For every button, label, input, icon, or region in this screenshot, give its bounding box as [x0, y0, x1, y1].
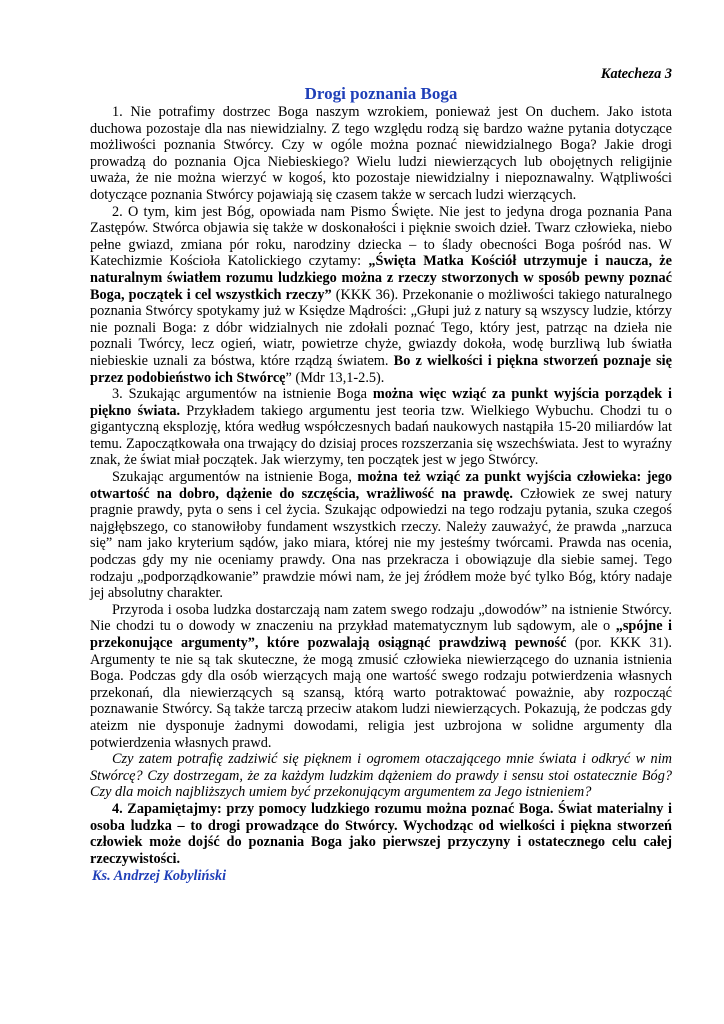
paragraph-2-text-a: 2. O tym, kim jest Bóg, opowiada nam Pismo Święte. Nie jest to jedyna droga poznania Pana Zastępów. Stwórca objawia się także w doskonałości i pięknie swoich dzieł. Twarz człowieka, niebo pełne gwiazd, zmiana pór roku, narodziny dziecka – to ślady obecności Boga pośród nas. W Katechizmie Kościoła Katolickiego czytamy:	[90, 203, 672, 270]
paragraph-3-text-a: 3. Szukając argumentów na istnienie Boga	[112, 386, 373, 403]
paragraph-2-text-e: ” (Mdr 13,1-2.5).	[285, 369, 385, 386]
paragraph-4-text-c: Człowiek ze swej natury pragnie prawdy, pyta o sens i cel życia. Szukając odpowiedzi na tego rodzaju pytania, szuka czegoś najgłębszego, co stanowiłoby fundament wszystkich rzeczy. Należy zauważyć, że prawda „narzuca się” nam jako kryterium sądów, jako miara, której nie my jesteśmy twórcami. Prawda nas ocenia, podczas gdy my nie oceniamy prawdy. Ona nas przekracza i obowiązuje dla siebie samej. Tego rodzaju „podporządkowanie” prawdzie mówi nam, że jej źródłem może być tylko Bóg, który nadaje jej absolutny charakter.	[90, 485, 673, 602]
page-title: Drogi poznania Boga	[304, 84, 458, 103]
wisdom-quote-bold: Bo z wielkości i piękna stworzeń poznaje się przez podobieństwo ich Stwórcę	[90, 352, 672, 386]
paragraph-5	[90, 602, 672, 751]
paragraph-4-text-a: Szukając argumentów na istnienie Boga,	[112, 469, 358, 486]
paragraph-4	[90, 469, 672, 602]
paragraph-2-text-c: (KKK 36). Przekonanie o możliwości takiego naturalnego poznania Stwórcy spotykamy już w Księdze Mądrości: „Głupi już z natury są wszyscy ludzie, którzy nie poznali Boga: z dóbr widzialnych nie zdołali poznać Tego, który jest, patrząc na dzieła nie poznali Twórcy, lecz ogień, wiatr, powietrze chyże, gwiazdy dokoła, wodę burzliwą lub światła niebieskie uznali za bóstwa, które rządzą światem.	[90, 286, 672, 369]
paragraph-3-bold: można więc wziąć za punkt wyjścia porządek i piękno świata.	[90, 386, 672, 419]
page-header: Katecheza 3	[600, 66, 672, 82]
paragraph-4-bold: można też wziąć za punkt wyjścia człowieka: jego otwartość na dobro, dążenie do szczęścia, wrażliwość na prawdę.	[90, 469, 672, 502]
paragraph-3	[90, 386, 672, 469]
catechism-quote: „Święta Matka Kościół utrzymuje i naucza, że naturalnym światłem rozumu ludzkiego można z rzeczy stworzonych w sposób pewny poznać Boga, początek i cel wszystkich rzeczy”	[90, 253, 672, 303]
summary-bold: 4. Zapamiętajmy: przy pomocy ludzkiego rozumu można poznać Boga. Świat materialny i osoba ludzka – to drogi prowadzące do Stwórcy. Wychodząc od wielkości i piękna stworzeń człowiek może dojść do poznania Boga jako pierwszej przyczyny i ostatecznego celu całej rzeczywistości.	[90, 800, 672, 867]
author-signature: Ks. Andrzej Kobyliński	[92, 868, 227, 885]
reflection-questions: Czy zatem potrafię zadziwić się pięknem i ogromem otaczającego mnie świata i odkryć w nim Stwórcę? Czy dostrzegam, że za każdym ludzkim dążeniem do prawdy i sensu stoi ostatecznie Bóg? Czy dla moich najbliższych umiem być przekonującym argumentem za Jego istnieniem?	[90, 751, 672, 801]
paragraph-5-text-c: (por. KKK 31). Argumenty te nie są tak skuteczne, że mogą zmusić człowieka niewierzącego do uznania istnienia Boga. Podczas gdy dla osób wierzących mają one wartość swego rodzaju potwierdzenia własnych przekonań, dla niewierzących są szansą, którą warto potraktować poważnie, aby rozpocząć poznawanie Stwórcy. Są także tarczą przeciw atakom ludzi niewierzących. Pokazują, że podczas gdy ateizm nie dysponuje żadnymi dowodami, religia jest uzbrojona w solidne argumenty dla potwierdzenia własnych prawd.	[90, 635, 672, 751]
paragraph-2	[90, 204, 672, 387]
summary-paragraph	[90, 801, 672, 867]
paragraph-3-text-c: Przykładem takiego argumentu jest teoria tzw. Wielkiego Wybuchu. Chodzi tu o gigantyczną eksplozję, która według współczesnych badań naukowych nastąpiła 15-20 miliardów lat temu. Zapoczątkowała ona trwający do dzisiaj proces rozszerzania się wszechświata. Jest to wyraźny znak, że świat miał początek. Jak wierzymy, ten początek jest w jego Stwórcy.	[90, 402, 672, 469]
paragraph-5-text-a: Przyroda i osoba ludzka dostarczają nam zatem swego rodzaju „dowodów” na istnienie Stwórcy. Nie chodzi tu o dowody w znaczeniu na przykład matematycznym lub sądowym, ale o	[90, 601, 672, 635]
paragraph-5-bold: „spójne i przekonujące argumenty”, które pozwalają osiągnąć prawdziwą pewność	[90, 618, 673, 651]
paragraph-1: 1. Nie potrafimy dostrzec Boga naszym wzrokiem, ponieważ jest On duchem. Jako istota duchowa pozostaje dla nas niewidzialny. Z tego względu rodzą się bardzo ważne pytania dotyczące możliwości poznania Stwórcy. Czy w ogóle można poznać niewidzialnego Boga? Jakie drogi prowadzą do poznania Ojca Niebieskiego? Wielu ludzi niewierzących lub obojętnych religijnie uważa, że nie można wierzyć w kogoś, kto pozostaje niewidzialny i niepoznawalny. Wątpliwości dotyczące poznania Stwórcy pojawiają się czasem także w sercach ludzi wierzących.	[90, 104, 672, 203]
document-page	[90, 66, 672, 885]
